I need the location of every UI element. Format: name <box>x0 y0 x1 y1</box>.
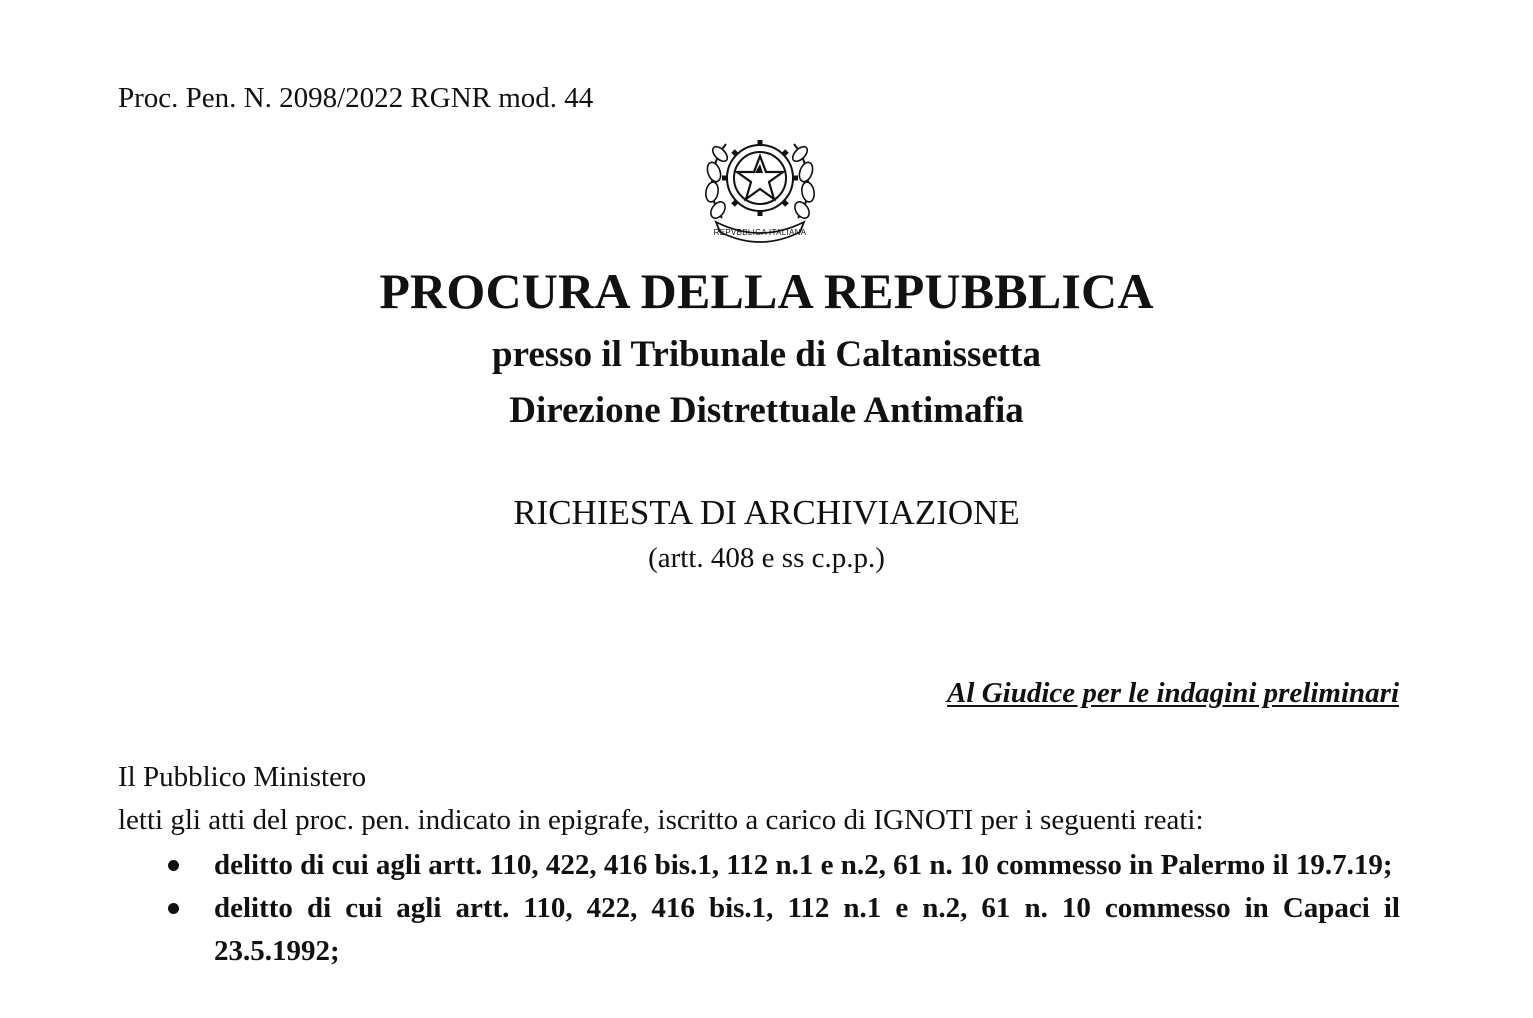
charge-text: delitto di cui agli artt. 110, 422, 416 bis.1, 112 n.1 e n.2, 61 n. 10 commesso in Palermo il 19.7.19; <box>214 849 1393 881</box>
charge-text: delitto di cui agli artt. 110, 422, 416 bis.1, 112 n.1 e n.2, 61 n. 10 commesso in Capaci il 23.5.1992; <box>214 892 1400 967</box>
intro-line-prosecutor: Il Pubblico Ministero <box>118 761 367 793</box>
bullet-icon <box>168 903 179 914</box>
procedure-number: Proc. Pen. N. 2098/2022 RGNR mod. 44 <box>118 82 594 114</box>
office-subtitle-tribunal: presso il Tribunale di Caltanissetta <box>492 334 1041 375</box>
list-item <box>160 887 1400 973</box>
office-subtitle-directorate: Direzione Distrettuale Antimafia <box>509 390 1024 431</box>
document-subtitle: (artt. 408 e ss c.p.p.) <box>648 542 885 574</box>
list-item <box>160 844 1400 887</box>
document-title: RICHIESTA DI ARCHIVIAZIONE <box>513 493 1020 532</box>
bullet-icon <box>168 860 179 871</box>
italian-republic-emblem-icon <box>700 122 820 246</box>
charges-list <box>160 844 1400 973</box>
svg-text:REPVBBLICA ITALIANA: REPVBBLICA ITALIANA <box>713 228 807 237</box>
intro-line-acts: letti gli atti del proc. pen. indicato in epigrafe, iscritto a carico di IGNOTI per i seguenti reati: <box>118 804 1204 836</box>
office-title: PROCURA DELLA REPUBBLICA <box>379 263 1154 319</box>
addressee: Al Giudice per le indagini preliminari <box>947 677 1399 709</box>
